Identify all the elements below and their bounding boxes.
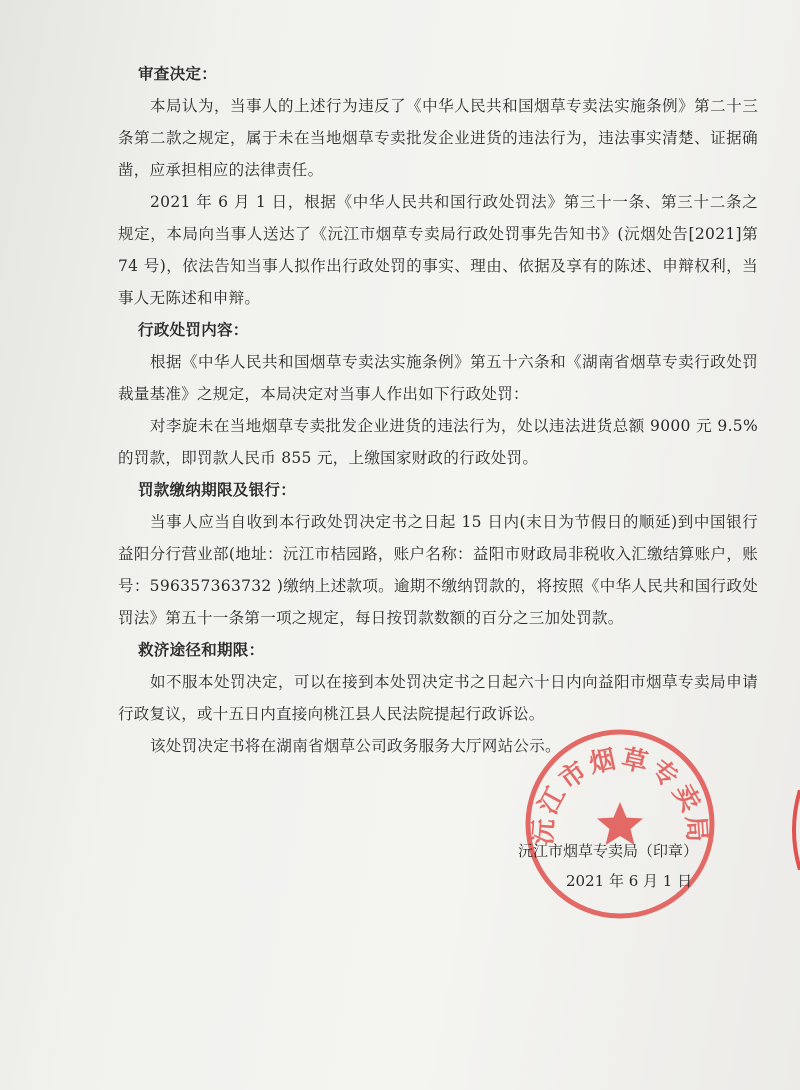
- paragraph-remedy-1: 如不服本处罚决定，可以在接到本处罚决定书之日起六十日内向益阳市烟草专卖局申请行政复议，或十五日内直接向桃江县人民法院提起行政诉讼。: [118, 673, 758, 723]
- signature-block: [518, 836, 698, 896]
- issue-date: 2021 年 6 月 1 日: [566, 872, 693, 890]
- issuer-name: 沅江市烟草专卖局（印章）: [518, 842, 699, 860]
- document-body: [118, 58, 758, 762]
- seal-text: 沅江市烟草专卖局: [528, 743, 712, 846]
- section-heading-review-decision: 审查决定：: [138, 64, 218, 83]
- seal-edge-fragment: [786, 790, 800, 870]
- paragraph-penalty-2: 对李旋未在当地烟草专卖批发企业进货的违法行为，处以违法进货总额 9000 元 9.5%的罚款，即罚款人民币 855 元，上缴国家财政的行政处罚。: [118, 417, 758, 467]
- section-heading-payment: 罚款缴纳期限及银行：: [138, 480, 297, 499]
- section-heading-remedy: 救济途径和期限：: [138, 640, 265, 659]
- paragraph-payment-1: 当事人应当自收到本行政处罚决定书之日起 15 日内(末日为节假日的顺延)到中国银行益阳分行营业部(地址：沅江市桔园路，账户名称：益阳市财政局非税收入汇缴结算账户，账号：596357363732 )缴纳上述款项。逾期不缴纳罚款的，将按照《中华人民共和国行政处罚法》第五十一条第一项之规定，每日按罚款数额的百分之三加处罚款。: [118, 513, 758, 627]
- section-heading-penalty-content: 行政处罚内容：: [138, 320, 249, 339]
- paragraph-remedy-2: 该处罚决定书将在湖南省烟草公司政务服务大厅网站公示。: [150, 737, 561, 755]
- paragraph-penalty-1: 根据《中华人民共和国烟草专卖法实施条例》第五十六条和《湖南省烟草专卖行政处罚裁量基准》之规定，本局决定对当事人作出如下行政处罚：: [118, 353, 758, 403]
- paragraph-review-1: 本局认为，当事人的上述行为违反了《中华人民共和国烟草专卖法实施条例》第二十三条第二款之规定，属于未在当地烟草专卖批发企业进货的违法行为，违法事实清楚、证据确凿，应承担相应的法律责任。: [118, 97, 758, 179]
- paragraph-review-2: 2021 年 6 月 1 日，根据《中华人民共和国行政处罚法》第三十一条、第三十二条之规定，本局向当事人送达了《沅江市烟草专卖局行政处罚事先告知书》(沅烟处告[2021]第 74 号)，依法告知当事人拟作出行政处罚的事实、理由、依据及享有的陈述、申辩权利，当事人无陈述和申辩。: [118, 193, 758, 307]
